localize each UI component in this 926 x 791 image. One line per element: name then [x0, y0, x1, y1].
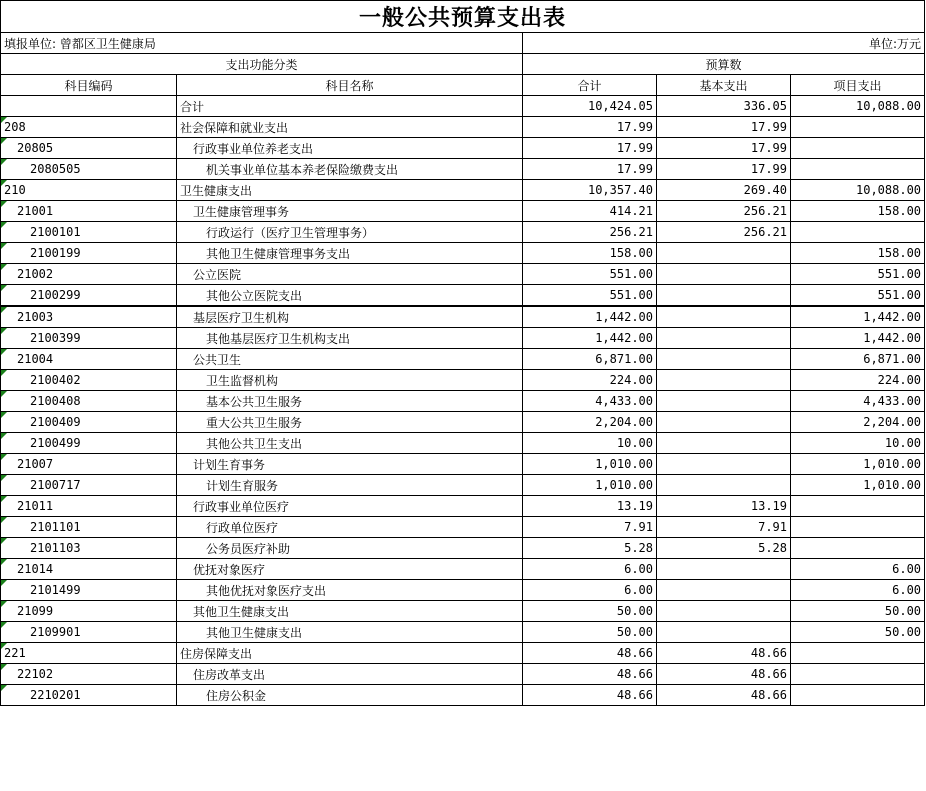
- cell-total: 10.00: [523, 433, 657, 454]
- cell-basic: 256.21: [657, 201, 791, 222]
- cell-name: 基层医疗卫生机构: [177, 306, 523, 328]
- table-row: [1, 685, 925, 706]
- table-row: [1, 180, 925, 201]
- cell-code: 2080505: [1, 159, 177, 180]
- cell-basic: [657, 264, 791, 285]
- cell-total: 17.99: [523, 117, 657, 138]
- cell-basic: [657, 454, 791, 475]
- table-row: [1, 664, 925, 685]
- cell-project: 551.00: [791, 264, 925, 285]
- cell-project: [791, 138, 925, 159]
- column-header-name: 科目名称: [177, 75, 523, 96]
- cell-code: 2100299: [1, 285, 177, 307]
- cell-name: 行政事业单位养老支出: [177, 138, 523, 159]
- cell-project: [791, 664, 925, 685]
- cell-project: 2,204.00: [791, 412, 925, 433]
- cell-basic: 17.99: [657, 138, 791, 159]
- cell-basic: [657, 285, 791, 307]
- table-row: [1, 622, 925, 643]
- cell-basic: 48.66: [657, 664, 791, 685]
- cell-basic: [657, 243, 791, 264]
- table-row: [1, 391, 925, 412]
- page-title: 一般公共预算支出表: [1, 1, 925, 33]
- cell-code: 21002: [1, 264, 177, 285]
- cell-code: 2100402: [1, 370, 177, 391]
- cell-code: 22102: [1, 664, 177, 685]
- cell-basic: 13.19: [657, 496, 791, 517]
- cell-total: 256.21: [523, 222, 657, 243]
- cell-project: 551.00: [791, 285, 925, 307]
- cell-total: 1,010.00: [523, 475, 657, 496]
- cell-total: 50.00: [523, 601, 657, 622]
- cell-name: 其他公立医院支出: [177, 285, 523, 307]
- cell-total: 1,010.00: [523, 454, 657, 475]
- cell-basic: 336.05: [657, 96, 791, 117]
- cell-code: 2101103: [1, 538, 177, 559]
- cell-basic: [657, 580, 791, 601]
- reporting-unit: 填报单位: 曾都区卫生健康局: [1, 33, 523, 54]
- cell-code: 21001: [1, 201, 177, 222]
- cell-basic: [657, 433, 791, 454]
- table-row: [1, 496, 925, 517]
- cell-project: 1,442.00: [791, 306, 925, 328]
- cell-basic: [657, 601, 791, 622]
- cell-name: 合计: [177, 96, 523, 117]
- cell-name: 卫生健康管理事务: [177, 201, 523, 222]
- cell-basic: 5.28: [657, 538, 791, 559]
- cell-name: 其他卫生健康支出: [177, 601, 523, 622]
- table-row: [1, 580, 925, 601]
- cell-total: 224.00: [523, 370, 657, 391]
- table-row: [1, 643, 925, 664]
- cell-total: 48.66: [523, 664, 657, 685]
- cell-name: 公务员医疗补助: [177, 538, 523, 559]
- cell-total: 414.21: [523, 201, 657, 222]
- column-header-basic: 基本支出: [657, 75, 791, 96]
- cell-basic: 256.21: [657, 222, 791, 243]
- cell-total: 4,433.00: [523, 391, 657, 412]
- cell-project: 4,433.00: [791, 391, 925, 412]
- cell-project: 1,442.00: [791, 328, 925, 349]
- cell-basic: [657, 391, 791, 412]
- cell-name: 计划生育服务: [177, 475, 523, 496]
- cell-basic: [657, 475, 791, 496]
- cell-total: 5.28: [523, 538, 657, 559]
- cell-project: [791, 685, 925, 706]
- cell-code: 21004: [1, 349, 177, 370]
- cell-project: 6.00: [791, 580, 925, 601]
- table-row: [1, 138, 925, 159]
- cell-code: 21011: [1, 496, 177, 517]
- table-row: [1, 222, 925, 243]
- currency-unit: 单位:万元: [523, 33, 925, 54]
- table-row: [1, 475, 925, 496]
- budget-amount-header: 预算数: [523, 54, 925, 75]
- cell-name: 其他公共卫生支出: [177, 433, 523, 454]
- cell-project: 10.00: [791, 433, 925, 454]
- cell-total: 551.00: [523, 264, 657, 285]
- column-header-total: 合计: [523, 75, 657, 96]
- table-row: [1, 559, 925, 580]
- cell-project: 224.00: [791, 370, 925, 391]
- cell-total: 17.99: [523, 159, 657, 180]
- cell-code: 21014: [1, 559, 177, 580]
- cell-project: 50.00: [791, 622, 925, 643]
- cell-code: 2100199: [1, 243, 177, 264]
- table-row: [1, 517, 925, 538]
- cell-project: [791, 222, 925, 243]
- cell-project: 158.00: [791, 201, 925, 222]
- table-row: [1, 306, 925, 328]
- cell-total: 48.66: [523, 643, 657, 664]
- table-row: [1, 601, 925, 622]
- table-row: [1, 412, 925, 433]
- cell-code: 208: [1, 117, 177, 138]
- cell-name: 住房公积金: [177, 685, 523, 706]
- cell-name: 其他优抚对象医疗支出: [177, 580, 523, 601]
- table-row: [1, 349, 925, 370]
- cell-total: 17.99: [523, 138, 657, 159]
- cell-total: 10,357.40: [523, 180, 657, 201]
- cell-total: 1,442.00: [523, 328, 657, 349]
- cell-code: 2100717: [1, 475, 177, 496]
- cell-code: 21003: [1, 306, 177, 328]
- cell-name: 优抚对象医疗: [177, 559, 523, 580]
- table-row: [1, 328, 925, 349]
- cell-name: 卫生监督机构: [177, 370, 523, 391]
- cell-project: [791, 517, 925, 538]
- cell-basic: 17.99: [657, 159, 791, 180]
- cell-basic: 48.66: [657, 643, 791, 664]
- table-row: [1, 285, 925, 307]
- cell-code: 2100409: [1, 412, 177, 433]
- cell-total: 10,424.05: [523, 96, 657, 117]
- cell-name: 其他基层医疗卫生机构支出: [177, 328, 523, 349]
- table-row: [1, 264, 925, 285]
- table-row: [1, 243, 925, 264]
- cell-name: 机关事业单位基本养老保险缴费支出: [177, 159, 523, 180]
- cell-total: 158.00: [523, 243, 657, 264]
- cell-total: 6.00: [523, 580, 657, 601]
- cell-basic: [657, 412, 791, 433]
- table-row: [1, 96, 925, 117]
- table-row: [1, 370, 925, 391]
- cell-name: 社会保障和就业支出: [177, 117, 523, 138]
- cell-total: 6.00: [523, 559, 657, 580]
- cell-basic: 48.66: [657, 685, 791, 706]
- cell-code: 2101101: [1, 517, 177, 538]
- cell-name: 行政事业单位医疗: [177, 496, 523, 517]
- table-row: [1, 454, 925, 475]
- table-row: [1, 201, 925, 222]
- cell-basic: 17.99: [657, 117, 791, 138]
- cell-project: 10,088.00: [791, 180, 925, 201]
- cell-project: 6.00: [791, 559, 925, 580]
- cell-project: 10,088.00: [791, 96, 925, 117]
- cell-total: 2,204.00: [523, 412, 657, 433]
- cell-total: 551.00: [523, 285, 657, 307]
- cell-name: 住房改革支出: [177, 664, 523, 685]
- cell-basic: [657, 559, 791, 580]
- cell-project: 1,010.00: [791, 475, 925, 496]
- cell-total: 13.19: [523, 496, 657, 517]
- cell-code: [1, 96, 177, 117]
- cell-total: 1,442.00: [523, 306, 657, 328]
- table-row: [1, 159, 925, 180]
- cell-code: 2100101: [1, 222, 177, 243]
- cell-project: 1,010.00: [791, 454, 925, 475]
- cell-total: 7.91: [523, 517, 657, 538]
- cell-project: [791, 496, 925, 517]
- cell-project: [791, 117, 925, 138]
- cell-code: 2109901: [1, 622, 177, 643]
- cell-code: 2100399: [1, 328, 177, 349]
- table-row: [1, 117, 925, 138]
- cell-name: 基本公共卫生服务: [177, 391, 523, 412]
- cell-basic: [657, 622, 791, 643]
- cell-basic: [657, 306, 791, 328]
- cell-basic: [657, 370, 791, 391]
- cell-code: 2100408: [1, 391, 177, 412]
- column-header-project: 项目支出: [791, 75, 925, 96]
- cell-name: 住房保障支出: [177, 643, 523, 664]
- cell-name: 卫生健康支出: [177, 180, 523, 201]
- cell-project: 6,871.00: [791, 349, 925, 370]
- cell-total: 48.66: [523, 685, 657, 706]
- cell-project: [791, 538, 925, 559]
- cell-basic: 269.40: [657, 180, 791, 201]
- cell-code: 2101499: [1, 580, 177, 601]
- cell-name: 其他卫生健康支出: [177, 622, 523, 643]
- cell-project: 158.00: [791, 243, 925, 264]
- cell-code: 21099: [1, 601, 177, 622]
- cell-name: 行政单位医疗: [177, 517, 523, 538]
- column-header-code: 科目编码: [1, 75, 177, 96]
- cell-code: 20805: [1, 138, 177, 159]
- cell-project: [791, 159, 925, 180]
- cell-code: 221: [1, 643, 177, 664]
- cell-name: 公共卫生: [177, 349, 523, 370]
- cell-total: 50.00: [523, 622, 657, 643]
- cell-basic: [657, 328, 791, 349]
- cell-basic: 7.91: [657, 517, 791, 538]
- cell-name: 计划生育事务: [177, 454, 523, 475]
- cell-name: 公立医院: [177, 264, 523, 285]
- cell-code: 2210201: [1, 685, 177, 706]
- cell-name: 行政运行（医疗卫生管理事务）: [177, 222, 523, 243]
- cell-code: 21007: [1, 454, 177, 475]
- table-row: [1, 433, 925, 454]
- function-classification-header: 支出功能分类: [1, 54, 523, 75]
- cell-name: 重大公共卫生服务: [177, 412, 523, 433]
- cell-name: 其他卫生健康管理事务支出: [177, 243, 523, 264]
- cell-total: 6,871.00: [523, 349, 657, 370]
- cell-basic: [657, 349, 791, 370]
- cell-project: 50.00: [791, 601, 925, 622]
- cell-project: [791, 643, 925, 664]
- cell-code: 2100499: [1, 433, 177, 454]
- table-row: [1, 538, 925, 559]
- cell-code: 210: [1, 180, 177, 201]
